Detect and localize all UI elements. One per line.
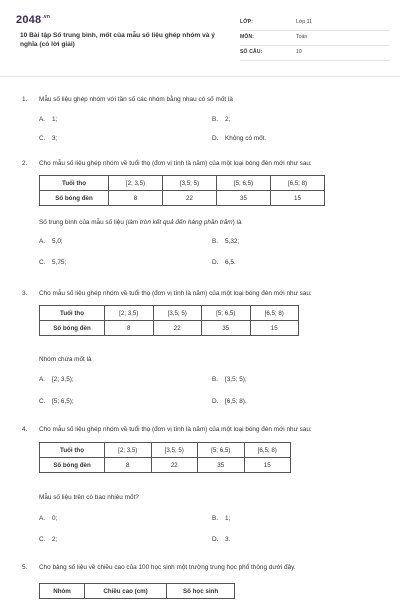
data-table (39, 583, 235, 599)
question-3: 3. Cho mẫu số liệu ghép nhóm về tuổi thọ (đơn vị tính là năm) của một loại bóng đèn mới như sau: Tuổi thọ [2; 3,5) [3,5; 5) [5; 6,5) [6,5; 8) Số bóng đèn 8 22 35 15 Nhóm chứa mốt là A. [2; 3,5); B. [3,5; 5); C. [5; 6,5); D. [6,5; 8). (22, 290, 312, 405)
option-b[interactable]: B. 1; (212, 515, 231, 522)
site-logo[interactable]: $2048^{.vn}$ (16, 14, 51, 26)
question-1: 1. Mẫu số liệu ghép nhóm với tần số các nhóm bằng nhau có số mốt là A. 1; B. 2; C. 3; D. Không có mốt. (22, 96, 267, 142)
question-5: 5. Cho bảng số liệu về chiều cao của 100 học sinh một trường trung học phổ thông dưới đây. Nhóm Chiều cao (cm) Số học sinh (22, 564, 382, 600)
option-b[interactable]: B. 2; (212, 116, 231, 123)
option-c[interactable]: C. 2; (39, 536, 58, 543)
table-row: Tuổi thọ [2; 3,5) [3,5; 5) [5; 6,5) [6,5; 8) (40, 306, 299, 321)
data-table (39, 442, 291, 473)
table-row: Số bóng đèn 8 22 35 15 (40, 191, 325, 206)
meta-info (240, 16, 390, 61)
question-2: 2. Cho mẫu số liệu ghép nhóm về tuổi thọ (đơn vị tính là năm) của một loại bóng đèn mới như sau: Tuổi thọ [2; 3,5) [3,5; 5) [5; 6,5) [6,5; 8) Số bóng đèn 8 22 35 15 Số trung bình của mẫu số liệu (làm tròn kết quả đến hàng phần trăm) là A. 5,0; B. 5,32; C. 5,75; D. 6,5. (22, 160, 382, 270)
header-divider (0, 76, 400, 77)
header (12, 12, 388, 68)
option-d[interactable]: D. 3. (212, 536, 231, 543)
meta-question-count: SỐ CÂU: 10 (240, 46, 390, 61)
option-c[interactable]: C. [5; 6,5); (39, 398, 74, 405)
option-a[interactable]: A. [2; 3,5); (39, 376, 74, 383)
option-b[interactable]: B. 5,32; (212, 238, 240, 245)
option-d[interactable]: D. 6,5. (212, 259, 236, 266)
question-4: 4. Cho mẫu số liệu ghép nhóm về tuổi thọ (đơn vị tính là năm) của một loại bóng đèn mới như sau: Tuổi thọ [2; 3,5) [3,5; 5) [5; 6,5) [6,5; 8) Số bóng đèn 8 22 35 15 Mẫu số liệu trên có bao nhiêu mốt? A. 0; B. 1; C. 2; D. 3. (22, 426, 312, 543)
question-prompt: Nhóm chứa mốt là (39, 356, 92, 363)
option-d[interactable]: D. [6,5; 8). (212, 398, 247, 405)
table-row: Tuổi thọ [2; 3,5) [3,5; 5) [5; 6,5) [6,5; 8) (40, 443, 291, 458)
table-row: Tuổi thọ [2; 3,5) [3,5; 5) [5; 6,5) [6,5; 8) (40, 176, 325, 191)
meta-subject: MÔN: Toán (240, 31, 390, 46)
table-row: Số bóng đèn 8 22 35 15 (40, 321, 299, 336)
document-title: 10 Bài tập Số trung bình, mốt của mẫu số liệu ghép nhóm và ý nghĩa (có lời giải) (20, 32, 215, 48)
data-table (39, 305, 299, 336)
question-prompt: Mẫu số liệu trên có bao nhiêu mốt? (39, 494, 139, 501)
option-c[interactable]: C. 5,75; (39, 259, 67, 266)
option-b[interactable]: B. [3,5; 5); (212, 376, 247, 383)
meta-class: LỚP: Lớp 11 (240, 16, 390, 31)
question-prompt: Số trung bình của mẫu số liệu (làm tròn kết quả đến hàng phần trăm) là (39, 219, 242, 226)
table-row: Số bóng đèn 8 22 35 15 (40, 458, 291, 473)
option-d[interactable]: D. Không có mốt. (212, 135, 267, 142)
option-a[interactable]: A. 5,0; (39, 238, 63, 245)
table-row: Nhóm Chiều cao (cm) Số học sinh (40, 584, 235, 599)
option-c[interactable]: C. 3; (39, 135, 58, 142)
data-table (39, 175, 325, 206)
option-a[interactable]: A. 1; (39, 116, 58, 123)
option-a[interactable]: A. 0; (39, 515, 58, 522)
